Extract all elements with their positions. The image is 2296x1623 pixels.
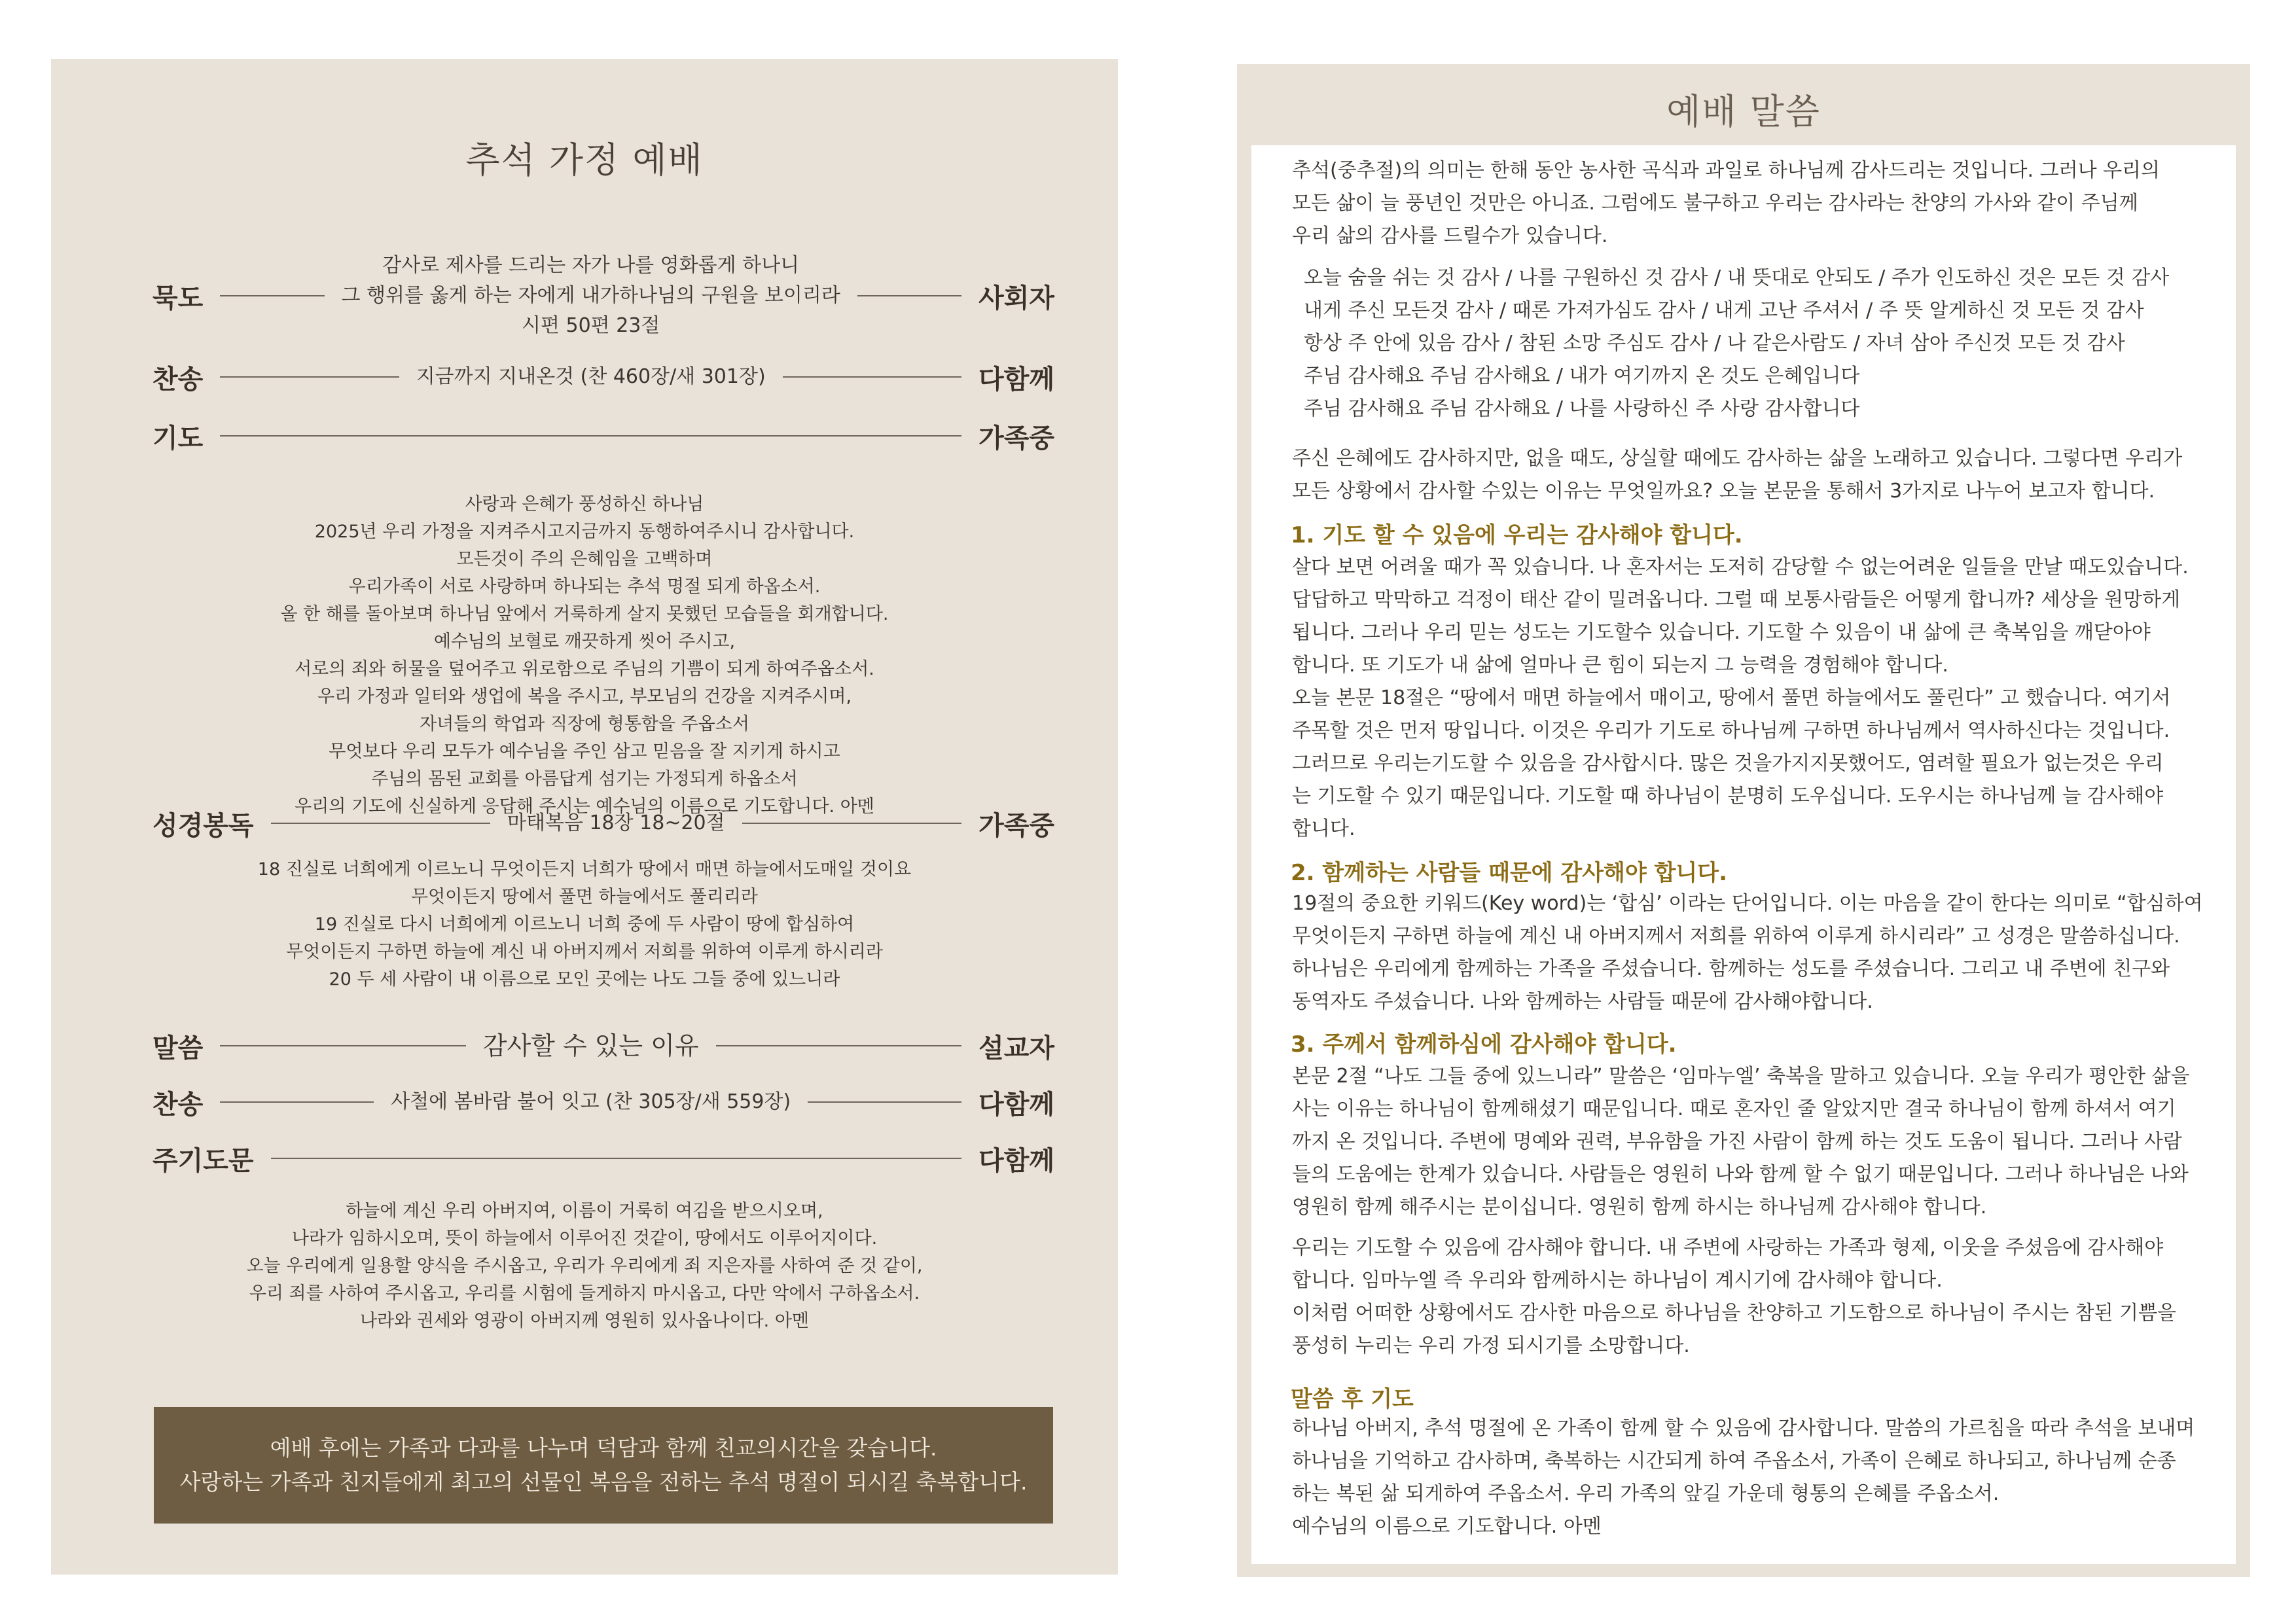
order-leader: 사회자 [978, 283, 1055, 313]
order-row-lords-prayer [152, 1139, 1054, 1178]
divider [742, 823, 961, 824]
conclusion-paragraph: 우리는 기도할 수 있음에 감사해야 합니다. 내 주변에 사랑하는 가족과 형제, 이웃을 주셨음에 감사해야 합니다. 임마누엘 즉 우리와 함께하시는 하나님이 계시기에 감사해야 합니다. 이처럼 어떠한 상황에서도 감사한 마음으로 하나님을 찬양하고 기도함으로 하나님이 주시는 참된 기쁨을 풍성히 누리는 우리 가정 되시기를 소망합니다. [1292, 1236, 2177, 1357]
divider [220, 1045, 465, 1046]
divider [220, 435, 961, 437]
order-label: 주기도문 [152, 1145, 254, 1176]
intro-paragraph: 추석(중추절)의 의미는 한해 동안 농사한 곡식과 과일로 하나님께 감사드리는 것입니다. 그러나 우리의 모든 삶이 늘 풍년인 것만은 아니죠. 그럼에도 불구하고 우리는 감사라는 찬양의 가사와 같이 주님께 우리 삶의 감사를 드릴수가 있습니다. [1292, 159, 2161, 247]
order-detail: 마태복음 18장 18~20절 [507, 812, 725, 834]
divider [808, 1101, 961, 1103]
order-label: 찬송 [152, 364, 204, 395]
order-label: 성경봉독 [152, 810, 254, 841]
point-3-paragraph: 본문 2절 “나도 그들 중에 있느니라” 말씀은 ‘임마누엘’ 축복을 말하고 있습니다. 오늘 우리가 평안한 삶을 사는 이유는 하나님이 함께해셨기 때문입니다. 때로 혼자인 줄 알았지만 결국 하나님이 함께 하셔서 여기 까지 온 것입니다. 주변에 명예와 권력, 부유함을 가진 사람이 함께 하는 것도 도움이 됩니다. 그러나 사람 들의 도움에는 한계가 있습니다. 사람들은 영원히 나와 함께 할 수 없기 때문입니다. 그러나 하나님은 나와 영원히 함께 해주시는 분이십니다. 영원히 함께 하시는 하나님께 감사해야 합니다. [1292, 1065, 2190, 1219]
point-1-paragraph: 살다 보면 어려울 때가 꼭 있습니다. 나 혼자서는 도저히 감당할 수 없는어려운 일들을 만날 때도있습니다. 답답하고 막막하고 걱정이 태산 같이 밀려옵니다. 그럴 때 보통사람들은 어떻게 합니까? 세상을 원망하게 됩니다. 그러나 우리 믿는 성도는 기도할수 있습니다. 기도할 수 있음이 내 삶에 큰 축복임을 깨닫아야 합니다. 또 기도가 내 삶에 얼마나 큰 힘이 되는지 그 능력을 경험해야 합니다. 오늘 본문 18절은 “땅에서 매면 하늘에서 매이고, 땅에서 풀면 하늘에서도 풀린다” 고 했습니다. 여기서 주목할 것은 먼저 땅입니다. 이것은 우리가 기도로 하나님께 구하면 하나님께서 역사하신다는 것입니다. 그러므로 우리는기도할 수 있음을 감사합시다. 많은 것을가지지못했어도, 염려할 필요가 없는것은 우리 는 기도할 수 있기 때문입니다. 기도할 때 하나님이 분명히 도우십니다. 도우시는 하나님께 늘 감사해야 합니다. [1292, 556, 2189, 840]
point-1-heading: 1. 기도 할 수 있음에 우리는 감사해야 합니다. [1291, 522, 1743, 548]
order-leader: 설교자 [978, 1033, 1055, 1063]
hymn-lyrics: 오늘 숨을 쉬는 것 감사 / 나를 구원하신 것 감사 / 내 뜻대로 안되도 / 주가 인도하신 것은 모든 것 감사 내게 주신 모든것 감사 / 때론 가져가심도 감사 / 내게 고난 주셔서 / 주 뜻 알게하신 것 모든 것 감사 항상 주 안에 있음 감사 / 참된 소망 주심도 감사 / 나 같은사람도 / 자녀 삼아 주신것 모든 것 감사 주님 감사해요 주님 감사해요 / 내가 여기까지 온 것도 은혜입니다 주님 감사해요 주님 감사해요 / 나를 사랑하신 주 사랑 감사합니다 [1304, 266, 2170, 420]
sermon-page-title: 예배 말씀 [1666, 91, 1821, 132]
prayer-text: 사랑과 은혜가 풍성하신 하나님 2025년 우리 가정을 지켜주시고지금까지 동행하여주시니 감사합니다. 모든것이 주의 은혜임을 고백하며 우리가족이 서로 사랑하며 하나되는 추석 명절 되게 하옵소서. 올 한 해를 돌아보며 하나님 앞에서 거룩하게 살지 못했던 모습들을 회개합니다. 예수님의 보혈로 깨끗하게 씻어 주시고, 서로의 죄와 허물을 덮어주고 위로함으로 주님의 기쁨이 되게 하여주옵소서. 우리 가정과 일터와 생업에 복을 주시고, 부모님의 건강을 지켜주시며, 자녀들의 학업과 직장에 형통함을 주옵소서 무엇보다 우리 모두가 예수님을 주인 삼고 믿음을 잘 지키게 하시고 주님의 몸된 교회를 아름답게 섬기는 가정되게 하옵소서 우리의 기도에 신실하게 응답해 주시는 예수님의 이름으로 기도합니다. 아멘 [280, 494, 889, 817]
point-2-heading: 2. 함께하는 사람들 때문에 감사해야 합니다. [1291, 860, 1728, 886]
divider [271, 823, 490, 824]
divider [857, 295, 961, 296]
order-label: 묵도 [152, 283, 204, 313]
point-2-paragraph: 19절의 중요한 키워드(Key word)는 ‘합심’ 이라는 단어입니다. 이는 마음을 같이 한다는 의미로 “합심하여 무엇이든지 구하면 하늘에 계신 내 아버지께서 저희를 위하여 이루게 하시리라” 고 성경은 말씀하십니다. 하나님은 우리에게 함께하는 가족을 주셨습니다. 함께하는 성도를 주셨습니다. 그리고 내 주변에 친구와 동역자도 주셨습니다. 나와 함께하는 사람들 때문에 감사해야합니다. [1292, 892, 2203, 1013]
order-of-worship-page [51, 59, 1118, 1575]
divider [716, 1045, 961, 1046]
intro-paragraph-2: 주신 은혜에도 감사하지만, 없을 때도, 상실할 때에도 감사하는 삶을 노래하고 있습니다. 그렇다면 우리가 모든 상황에서 감사할 수있는 이유는 무엇일까요? 오늘 본문을 통해서 3가지로 나누어 보고자 합니다. [1292, 447, 2183, 503]
order-detail: 감사로 제사를 드리는 자가 나를 영화롭게 하나니 그 행위를 옳게 하는 자에게 내가하나님의 구원을 보이리라 시편 50편 23절 [341, 254, 840, 337]
point-3-heading: 3. 주께서 함께하심에 감사해야 합니다. [1291, 1031, 1677, 1058]
order-label: 기도 [152, 423, 204, 454]
order-leader: 다함께 [978, 1145, 1054, 1176]
order-leader: 다함께 [978, 1089, 1054, 1120]
order-row-hymn-1 [152, 357, 1054, 397]
divider [220, 1101, 374, 1103]
divider [220, 295, 324, 296]
scripture-text: 18 진실로 너희에게 이르노니 무엇이든지 너희가 땅에서 매면 하늘에서도매일 것이요 무엇이든지 땅에서 풀면 하늘에서도 풀리리라 19 진실로 다시 너희에게 이르노니 너희 중에 두 사람이 땅에 합심하여 무엇이든지 구하면 하늘에 계신 내 아버지께서 저희를 위하여 이루게 하시리라 20 두 세 사람이 내 이름으로 모인 곳에는 나도 그들 중에 있느니라 [257, 859, 912, 990]
divider [271, 1158, 962, 1159]
sermon-page [1237, 64, 2250, 1577]
sermon-title: 감사할 수 있는 이유 [482, 1031, 699, 1060]
closing-prayer-paragraph: 하나님 아버지, 추석 명절에 온 가족이 함께 할 수 있음에 감사합니다. 말씀의 가르침을 따라 추석을 보내며 하나님을 기억하고 감사하며, 축복하는 시간되게 하여 주옵소서, 가족이 은혜로 하나되고, 하나님께 순종 하는 복된 삶 되게하여 주옵소서. 우리 가족의 앞길 가운데 형통의 은혜를 주옵소서. 예수님의 이름으로 기도합니다. 아멘 [1292, 1417, 2195, 1538]
divider [220, 376, 399, 378]
order-label: 찬송 [152, 1089, 204, 1120]
order-label: 말씀 [152, 1033, 204, 1063]
order-row-silent-prayer [152, 230, 1054, 361]
fellowship-notice: 예배 후에는 가족과 다과를 나누며 덕담과 함께 친교의시간을 갖습니다. 사랑하는 가족과 친지들에게 최고의 선물인 복음을 전하는 추석 명절이 되시길 축복합니다. [154, 1407, 1053, 1524]
lords-prayer-text: 하늘에 계신 우리 아버지여, 이름이 거룩히 여김을 받으시오며, 나라가 임하시오며, 뜻이 하늘에서 이루어진 것같이, 땅에서도 이루어지이다. 오늘 우리에게 일용할 양식을 주시옵고, 우리가 우리에게 죄 지은자를 사하여 준 것 같이, 우리 죄를 사하여 주시옵고, 우리를 시험에 들게하지 마시옵고, 다만 악에서 구하옵소서. 나라와 권세와 영광이 아버지께 영원히 있사옵나이다. 아멘 [246, 1201, 923, 1331]
order-row-sermon [152, 1026, 1054, 1065]
order-leader: 가족중 [978, 810, 1055, 841]
worship-title: 추석 가정 예배 [465, 139, 704, 181]
order-row-prayer [152, 416, 1054, 455]
divider [783, 376, 961, 378]
order-row-scripture-reading [152, 804, 1054, 843]
order-leader: 가족중 [978, 423, 1054, 454]
sermon-body [1251, 145, 2236, 1564]
order-detail: 지금까지 지내온것 (찬 460장/새 301장) [416, 365, 766, 388]
order-detail: 사철에 봄바람 불어 잇고 (찬 305장/새 559장) [391, 1090, 791, 1113]
order-leader: 다함께 [978, 364, 1054, 395]
closing-prayer-heading: 말씀 후 기도 [1291, 1386, 1414, 1412]
order-row-hymn-2 [152, 1082, 1054, 1122]
